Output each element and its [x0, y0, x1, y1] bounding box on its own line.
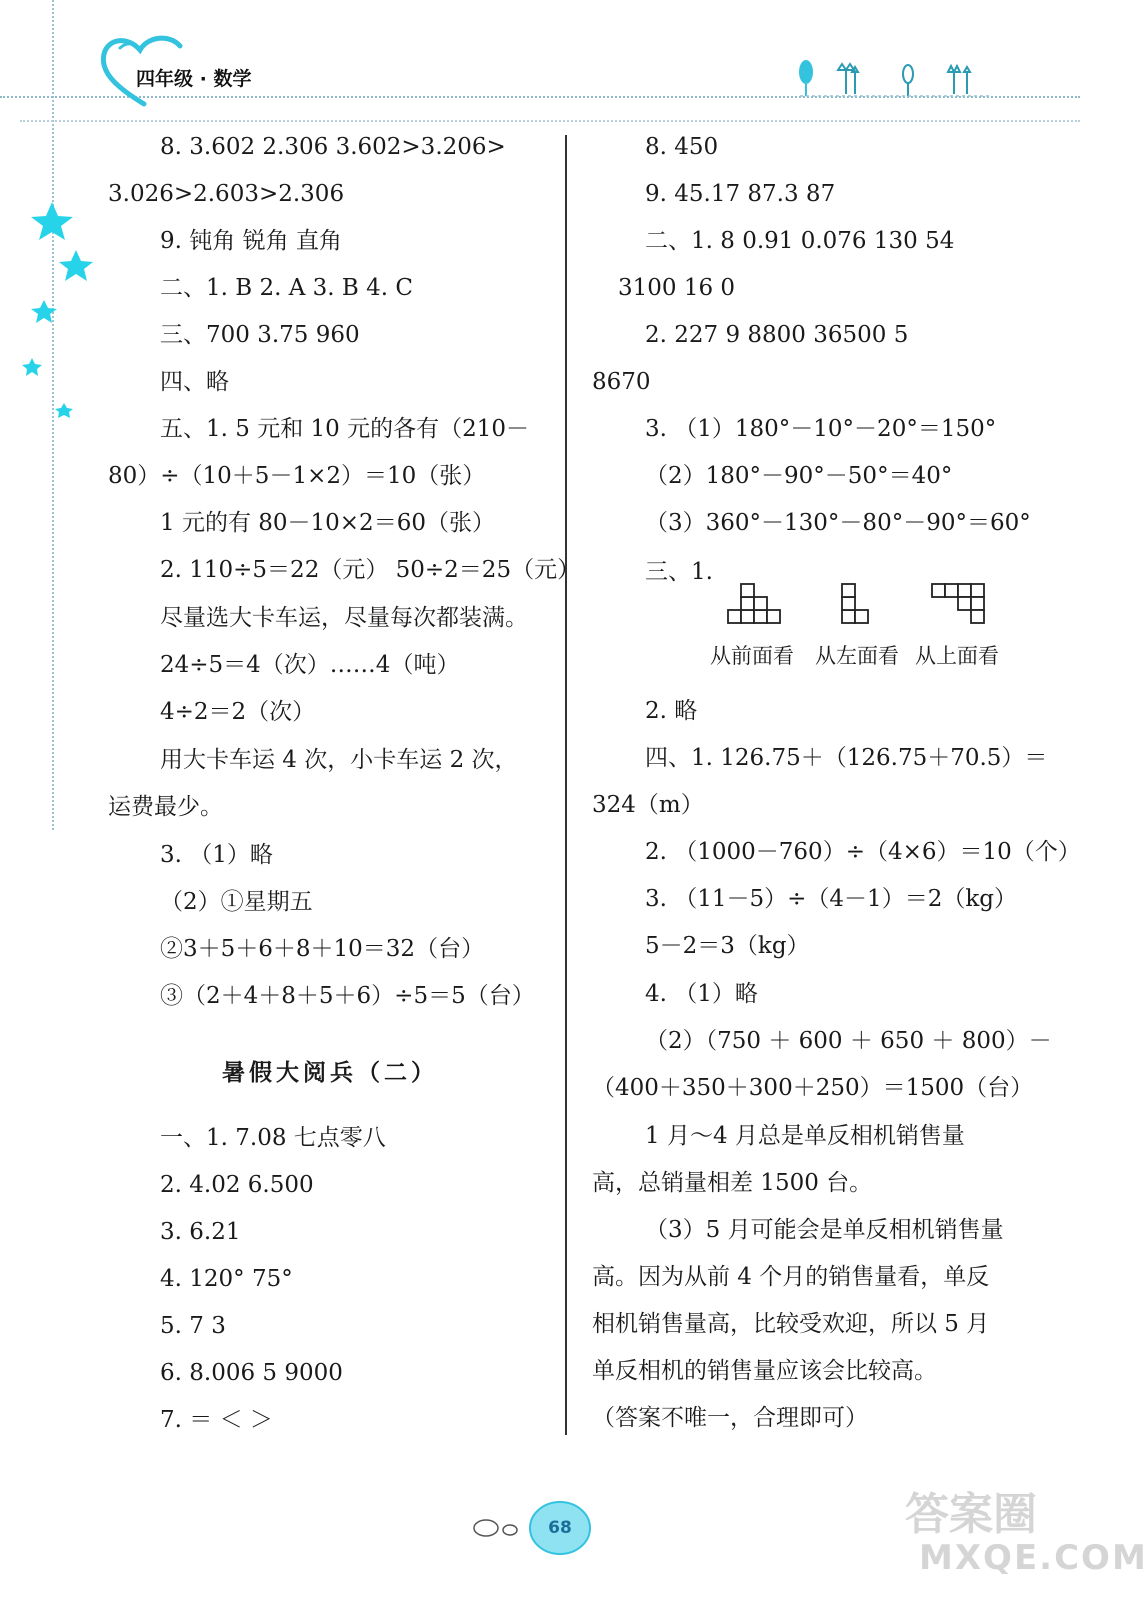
answer-line: 8670 — [592, 369, 651, 395]
answer-line: 324（m） — [592, 792, 704, 818]
answer-line: 80）÷（10＋5－1×2）＝10（张） — [108, 463, 486, 489]
answer-line: 24÷5＝4（次）……4（吨） — [160, 652, 460, 678]
answer-line: 单反相机的销售量应该会比较高。 — [592, 1358, 937, 1384]
top-view-figure — [932, 584, 984, 623]
header-dotted-line-2 — [20, 120, 1080, 122]
page-number: 68 — [548, 1518, 572, 1538]
answer-line: ③（2＋4＋8＋5＋6）÷5＝5（台） — [160, 983, 535, 1009]
answer-line: 四、1. 126.75＋（126.75＋70.5）＝ — [645, 745, 1048, 771]
answer-line: 运费最少。 — [108, 794, 223, 820]
answer-line: 3. （11－5）÷（4－1）＝2（kg） — [645, 886, 1017, 912]
answer-line: 高。因为从前 4 个月的销售量看，单反 — [592, 1264, 990, 1290]
answer-line: 4÷2＝2（次） — [160, 699, 316, 725]
answer-line: 相机销售量高，比较受欢迎，所以 5 月 — [592, 1311, 990, 1337]
answer-line: 8. 3.602 2.306 3.602>3.206> — [160, 134, 506, 160]
answer-line: 二、1. B 2. A 3. B 4. C — [160, 275, 413, 301]
answer-line: 2. 227 9 8800 36500 5 — [645, 322, 909, 348]
answer-line: 尽量选大卡车运，尽量每次都装满。 — [160, 605, 528, 631]
answer-line: 5. 7 3 — [160, 1313, 226, 1339]
watermark — [905, 1478, 1148, 1588]
answer-line: 3.026>2.603>2.306 — [108, 181, 345, 207]
left-view-figure — [842, 584, 868, 623]
answer-line: 2. 4.02 6.500 — [160, 1172, 314, 1198]
answer-line: 5－2＝3（kg） — [645, 933, 810, 959]
answer-line: （3）360°－130°－80°－90°＝60° — [645, 510, 1031, 536]
answer-line: （400＋350＋300＋250）＝1500（台） — [592, 1075, 1034, 1101]
answer-line: 用大卡车运 4 次，小卡车运 2 次， — [160, 747, 518, 773]
answer-line: 3. 6.21 — [160, 1219, 241, 1245]
answer-line: 1 月～4 月总是单反相机销售量 — [645, 1123, 965, 1149]
answer-line: 2. 110÷5＝22（元） 50÷2＝25（元） — [160, 557, 581, 583]
answer-line: 8. 450 — [645, 134, 719, 160]
watermark-logo-text: 答案圈 — [905, 1489, 1037, 1540]
answer-line: 4. （1）略 — [645, 981, 758, 1007]
view-caption-top: 从上面看 — [915, 644, 999, 668]
answer-line: 3. （1）略 — [160, 842, 273, 868]
answer-line: （2）180°－90°－50°＝40° — [645, 463, 953, 489]
answer-line: 五、1. 5 元和 10 元的各有（210－ — [160, 416, 529, 442]
answer-line: 3100 16 0 — [618, 275, 736, 301]
tulip-decoration-icon — [800, 58, 990, 98]
watermark-url: MXQE.COM — [919, 1538, 1148, 1578]
answer-line: 6. 8.006 5 9000 — [160, 1360, 343, 1386]
answer-line: 2. 略 — [645, 698, 698, 724]
section-title: 暑假大阅兵（二） — [222, 1060, 438, 1086]
view-caption-front: 从前面看 — [710, 644, 794, 668]
answer-line: 三、700 3.75 960 — [160, 322, 360, 348]
answer-line: 2. （1000－760）÷（4×6）＝10（个） — [645, 839, 1081, 865]
answer-line: 1 元的有 80－10×2＝60（张） — [160, 510, 495, 536]
answer-line: 4. 120° 75° — [160, 1266, 293, 1292]
answer-line: 7. ＝ ＜ ＞ — [160, 1407, 273, 1433]
answer-line: （2）（750 ＋ 600 ＋ 650 ＋ 800）－ — [645, 1028, 1052, 1054]
answer-line: 9. 45.17 87.3 87 — [645, 181, 836, 207]
front-view-figure — [728, 584, 780, 623]
answer-line: 四、略 — [160, 369, 229, 395]
stars-decoration-icon — [18, 200, 108, 430]
page-number-badge-icon — [468, 1488, 598, 1558]
answer-line: 高，总销量相差 1500 台。 — [592, 1170, 873, 1196]
view-caption-left: 从左面看 — [815, 644, 899, 668]
three-views-figure — [720, 570, 1010, 630]
answer-line: 9. 钝角 锐角 直角 — [160, 228, 342, 254]
column-divider — [565, 135, 567, 1435]
answer-line: （3）5 月可能会是单反相机销售量 — [645, 1217, 1004, 1243]
answer-line: ②3＋5＋6＋8＋10＝32（台） — [160, 936, 485, 962]
answer-line: 三、1. — [645, 559, 713, 585]
grade-subject-title: 四年级 · 数学 — [136, 68, 252, 90]
answer-line: 二、1. 8 0.91 0.076 130 54 — [645, 228, 955, 254]
answer-line: 一、1. 7.08 七点零八 — [160, 1125, 386, 1151]
answer-line: （2）①星期五 — [160, 889, 313, 915]
answer-line: 3. （1）180°－10°－20°＝150° — [645, 416, 997, 442]
answer-line: （答案不唯一，合理即可） — [592, 1405, 868, 1431]
